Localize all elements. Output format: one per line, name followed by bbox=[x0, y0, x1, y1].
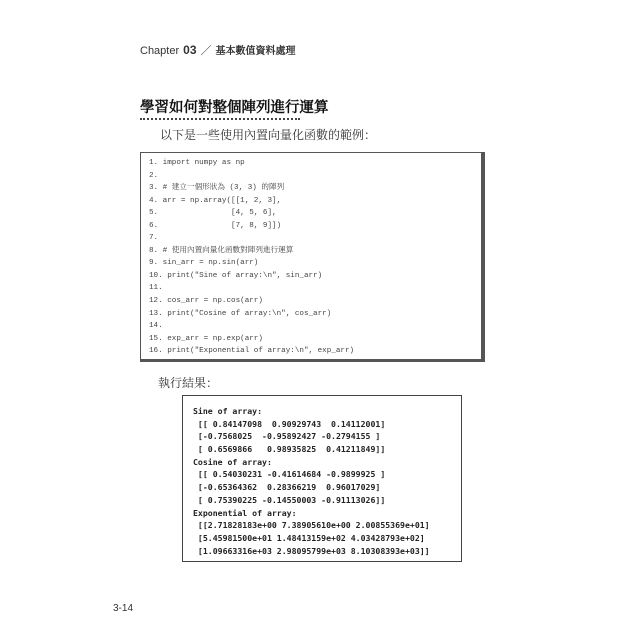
code-line: 11. bbox=[149, 284, 163, 293]
code-lines bbox=[149, 157, 354, 358]
code-listing bbox=[140, 152, 485, 362]
heading-underline-divider bbox=[140, 118, 300, 120]
chapter-title: 基本數值資料處理 bbox=[215, 46, 296, 57]
section-heading: 學習如何對整個陣列進行運算 bbox=[140, 100, 329, 116]
code-line: 5. [4, 5, 6], bbox=[149, 209, 277, 218]
code-line: 10. print("Sine of array:\n", sin_arr) bbox=[149, 271, 323, 280]
code-line: 8. # 使用內置向量化函數對陣列進行運算 bbox=[149, 246, 294, 255]
output-line: [ 0.75390225 -0.14550003 -0.91113026]] bbox=[193, 494, 386, 505]
code-line: 14. bbox=[149, 322, 163, 331]
chapter-label: Chapter bbox=[140, 45, 180, 57]
result-label: 執行結果： bbox=[158, 376, 219, 390]
code-line: 9. sin_arr = np.sin(arr) bbox=[149, 259, 259, 268]
code-line: 16. print("Exponential of array:\n", exp_arr) bbox=[149, 347, 355, 356]
output-line: [-0.7568025 -0.95892427 -0.2794155 ] bbox=[193, 431, 381, 442]
chapter-header bbox=[140, 42, 296, 58]
output-line: [[ 0.84147098 0.90929743 0.14112001] bbox=[193, 418, 386, 429]
output-line: [5.45981500e+01 1.48413159e+02 4.03428793e+02] bbox=[193, 532, 425, 543]
code-line: 13. print("Cosine of array:\n", cos_arr) bbox=[149, 309, 332, 318]
output-line: Cosine of array: bbox=[193, 456, 272, 467]
intro-text: 以下是一些使用內置向量化函數的範例： bbox=[160, 128, 377, 142]
output-line: [-0.65364362 0.28366219 0.96017029] bbox=[193, 482, 381, 493]
code-line: 7. bbox=[149, 234, 159, 243]
code-line: 2. bbox=[149, 171, 159, 180]
output-line: Exponential of array: bbox=[193, 507, 297, 518]
code-line: 6. [7, 8, 9]]) bbox=[149, 221, 282, 230]
chapter-number: 03 bbox=[183, 43, 197, 57]
code-line: 15. exp_arr = np.exp(arr) bbox=[149, 334, 263, 343]
output-box bbox=[182, 395, 462, 562]
code-line: 1. import numpy as np bbox=[149, 159, 245, 167]
code-line: 12. cos_arr = np.cos(arr) bbox=[149, 297, 263, 306]
page-number: 3-14 bbox=[113, 603, 134, 614]
output-line: [[2.71828183e+00 7.38905610e+00 2.00855369e+01] bbox=[193, 520, 430, 531]
code-line: 3. # 建立一個形狀為 (3, 3) 的陣列 bbox=[149, 184, 285, 193]
output-lines bbox=[193, 405, 430, 557]
code-line: 4. arr = np.array([[1, 2, 3], bbox=[149, 196, 282, 205]
output-line: [1.09663316e+03 2.98095799e+03 8.10308393e+03]] bbox=[193, 545, 430, 556]
output-line: [ 0.6569866 0.98935825 0.41211849]] bbox=[193, 444, 386, 455]
output-line: [[ 0.54030231 -0.41614684 -0.9899925 ] bbox=[193, 469, 386, 480]
chapter-separator: ／ bbox=[200, 45, 212, 57]
output-line: Sine of array: bbox=[193, 406, 263, 416]
